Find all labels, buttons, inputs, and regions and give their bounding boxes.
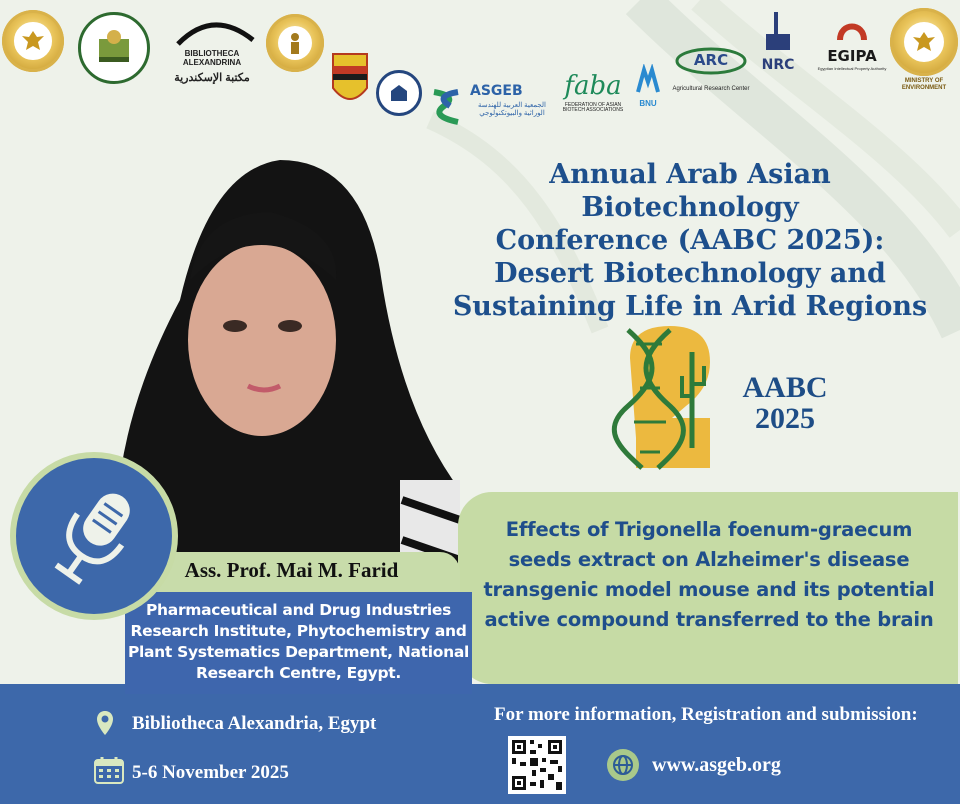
faba-logo bbox=[560, 72, 626, 132]
egypt-eagle-seal-logo bbox=[2, 10, 64, 72]
institution-line: Pharmaceutical and Drug Industries bbox=[145, 601, 451, 619]
asgeb-name: ASGEB bbox=[470, 83, 523, 99]
microphone-icon bbox=[40, 480, 150, 592]
egipa-logo bbox=[812, 14, 892, 78]
egipa-name: EGIPA bbox=[827, 47, 877, 65]
website-link[interactable]: www.asgeb.org bbox=[652, 754, 781, 776]
institution-line: Plant Systematics Department, National bbox=[127, 643, 470, 661]
conference-title-line: Conference (AABC 2025): bbox=[495, 225, 885, 256]
arc-name: ARC bbox=[693, 51, 729, 69]
calendar-icon bbox=[94, 756, 124, 784]
footer-band bbox=[0, 684, 960, 804]
bnu-logo bbox=[632, 64, 664, 112]
location-text: Bibliotheca Alexandria, Egypt bbox=[132, 713, 377, 734]
bibliotheca-name: BIBLIOTHECA ALEXANDRINA bbox=[182, 49, 242, 67]
conference-title bbox=[440, 158, 940, 323]
institution-line: Research Centre, Egypt. bbox=[196, 664, 401, 682]
national-council-seal-logo bbox=[266, 14, 324, 72]
talk-title bbox=[470, 515, 948, 635]
environment-seal-label: MINISTRY OF ENVIRONMENT bbox=[901, 78, 947, 91]
institution-line: Research Institute, Phytochemistry and bbox=[130, 622, 467, 640]
talk-title-line: Effects of Trigonella foenum-graecum bbox=[505, 518, 913, 541]
asgeb-logo bbox=[428, 82, 556, 130]
environment-icon bbox=[904, 22, 945, 63]
aabc-year: 2025 bbox=[755, 402, 815, 435]
ministry-environment-seal-logo bbox=[890, 8, 958, 76]
aabc-logo-line: AABC bbox=[742, 371, 828, 404]
conference-title-line: Annual Arab Asian Biotechnology bbox=[549, 159, 831, 223]
governorate-shield-logo bbox=[331, 52, 369, 110]
faba-name: faba bbox=[564, 71, 622, 101]
conference-title-line: Sustaining Life in Arid Regions bbox=[452, 291, 928, 322]
arc-subtitle: Agricultural Research Center bbox=[672, 86, 750, 92]
more-info-text: For more information, Registration and submission: bbox=[494, 704, 918, 725]
arc-logo bbox=[672, 46, 750, 102]
bnu-name: BNU bbox=[639, 99, 657, 108]
eagle-icon bbox=[14, 22, 51, 59]
asgeb-arabic-name: الجمعية العربية للهندسة الوراثية والبيوتكنولوجي bbox=[478, 102, 546, 117]
bibliotheca-logo bbox=[158, 14, 266, 86]
talk-title-line: active compound transferred to the brain bbox=[484, 608, 934, 631]
nrc-logo bbox=[756, 10, 800, 80]
university-blue-seal-logo bbox=[376, 70, 422, 116]
figure-icon bbox=[278, 26, 313, 61]
faba-subtitle: FEDERATION OF ASIAN BIOTECH ASSOCIATIONS bbox=[562, 101, 624, 114]
globe-icon bbox=[607, 749, 639, 781]
aabc-logo-text bbox=[735, 372, 835, 434]
speaker-name: Ass. Prof. Mai M. Farid bbox=[184, 558, 399, 582]
conference-title-line: Desert Biotechnology and bbox=[494, 258, 886, 289]
speaker-institution bbox=[125, 600, 472, 684]
egipa-subtitle: Egyptian Intellectual Property Authority bbox=[817, 65, 887, 71]
qr-code[interactable] bbox=[508, 736, 566, 794]
nrc-name: NRC bbox=[761, 57, 795, 73]
aabc-dna-cactus-logo bbox=[610, 318, 726, 474]
university-seal-logo bbox=[78, 12, 150, 84]
talk-title-line: seeds extract on Alzheimer's disease bbox=[508, 548, 910, 571]
conference-dates: 5-6 November 2025 bbox=[132, 762, 289, 783]
bibliotheca-name-arabic: مكتبة الإسكندرية bbox=[174, 71, 250, 84]
location-pin-icon bbox=[96, 710, 114, 736]
talk-title-line: transgenic model mouse and its potential bbox=[483, 578, 935, 601]
